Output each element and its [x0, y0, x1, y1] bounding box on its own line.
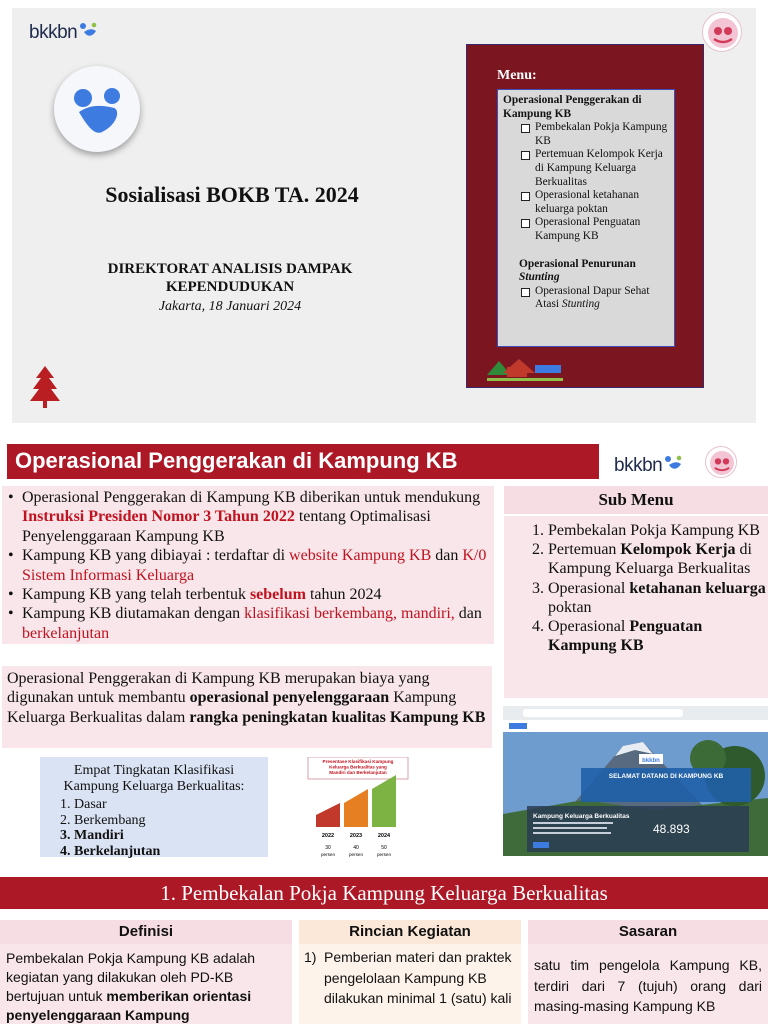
menu-item: Pertemuan Kelompok Kerja di Kampung Keluarga Berkualitas: [519, 148, 669, 189]
chart-year: 2023: [349, 833, 363, 839]
place-date: Jakarta, 18 Januari 2024: [158, 299, 302, 314]
classification-list: [48, 797, 260, 859]
chart-shape-2023: [344, 789, 368, 827]
rincian-number: 1): [304, 949, 317, 965]
submenu-list: [522, 521, 766, 655]
classification-item: 4. Berkelanjutan: [74, 844, 260, 860]
sasaran-header: Sasaran: [528, 920, 768, 944]
chart-value: 40: [353, 845, 359, 851]
bullet-item: • Operasional Penggerakan di Kampung KB diberikan untuk mendukung Instruksi Presiden Nomor 3 Tahun 2022 tentang Optimalisasi Penyelenggaraan Kampung KB: [8, 488, 492, 546]
menu-item: Operasional ketahanan keluarga poktan: [519, 189, 669, 216]
section-header: [7, 444, 599, 479]
sasaran-text: satu tim pengelola Kampung KB, terdiri dari 7 (tujuh) orang dari masing-masing Kampung KB: [534, 957, 762, 1014]
section-header: [0, 877, 768, 909]
tree-icon: [30, 366, 60, 408]
chart-shape-2022: [316, 803, 340, 827]
department-name: DIREKTORAT ANALISIS DAMPAK KEPENDUDUKAN: [107, 261, 353, 295]
definisi-header: Definisi: [0, 920, 292, 944]
chart-value: 30: [325, 845, 331, 851]
rincian-header: Rincian Kegiatan: [299, 920, 521, 944]
classification-target-chart: [306, 757, 412, 861]
bullet-list: [8, 488, 492, 643]
menu-section-list: [519, 285, 669, 312]
menu-item: Operasional Penguatan Kampung KB: [519, 216, 669, 243]
submenu-item: 1. Pembekalan Pokja Kampung KB: [548, 521, 766, 540]
chart-value: 50: [381, 845, 387, 851]
rincian-item: [304, 947, 518, 1009]
bkkbn-logo: [614, 455, 685, 477]
website-welcome-text: SELAMAT DATANG DI KAMPUNG KB: [608, 773, 724, 780]
menu-item: Operasional Dapur Sehat Atasi Stunting: [519, 285, 669, 312]
classification-item: 3. Mandiri: [74, 828, 260, 844]
website-screenshot: [503, 706, 768, 856]
bkkbn-mark-icon: [663, 455, 685, 473]
bullet-item: • Kampung KB yang telah terbentuk sebelum tahun 2024: [8, 585, 492, 604]
kampung-kb-badge-icon: [705, 446, 737, 478]
rincian-text: Pemberian materi dan praktek pengelolaan Kampung KB dilakukan minimal 1 (satu) kali: [324, 949, 512, 1006]
submenu-item: 3. Operasional ketahanan keluarga poktan: [548, 579, 766, 617]
submenu-item: 2. Pertemuan Kelompok Kerja di Kampung Keluarga Berkualitas: [548, 540, 766, 578]
title-slide: [12, 8, 756, 423]
submenu-item: 4. Operasional Penguatan Kampung KB: [548, 617, 766, 655]
kampung-kb-logo-icon: [485, 353, 565, 383]
definisi-text: Pembekalan Pokja Kampung KB adalah kegiatan yang dilakukan oleh PD-KB bertujuan untuk memberikan orientasi penyelenggaraan Kampung: [6, 950, 256, 1023]
chart-unit: persen: [348, 852, 364, 857]
presentation-title: Sosialisasi BOKB TA. 2024: [105, 182, 359, 207]
section-title: Operasional Penggerakan di Kampung KB: [15, 448, 458, 473]
chart-unit: persen: [320, 852, 336, 857]
bkkbn-mark-icon: [78, 22, 100, 40]
bkkbn-emblem-icon: [54, 66, 140, 152]
classification-panel: [40, 757, 268, 857]
section-title: 1. Pembekalan Pokja Kampung Keluarga Berkualitas: [160, 881, 608, 905]
chart-shape-2024: [372, 775, 396, 827]
bkkbn-logo-text: bkkbn: [29, 22, 78, 43]
bkkbn-logo-text: bkkbn: [614, 455, 663, 476]
chart-year: 2022: [321, 833, 335, 839]
website-card-title: Kampung Keluarga Berkualitas: [533, 813, 630, 820]
menu-item: Pembekalan Pokja Kampung KB: [519, 121, 669, 148]
menu-list-box: [497, 89, 675, 347]
kampung-kb-badge-icon: [702, 12, 742, 52]
bullet-item: • Kampung KB yang dibiayai : terdaftar di website Kampung KB dan K/0 Sistem Informasi Keluarga: [8, 546, 492, 585]
menu-section-title: Operasional Penurunan: [519, 257, 636, 270]
bullet-item: • Kampung KB diutamakan dengan klasifikasi berkembang, mandiri, dan berkelanjutan: [8, 604, 492, 643]
classification-item: 2. Berkembang: [74, 813, 260, 829]
classification-title: Empat Tingkatan Klasifikasi Kampung Keluarga Berkualitas:: [63, 763, 245, 794]
bkkbn-logo: [29, 22, 100, 44]
menu-section-list: [519, 121, 669, 243]
submenu-title: Sub Menu: [504, 486, 768, 514]
chart-year: 2024: [377, 833, 391, 839]
menu-section-title: Operasional Penggerakan di Kampung KB: [503, 94, 642, 120]
description-text: Operasional Penggerakan di Kampung KB merupakan biaya yang digunakan untuk membantu operasional penyelenggaraan Kampung Keluarga Berkualitas dalam rangka peningkatan kualitas Kampung KB: [7, 670, 486, 726]
website-counter: 48.893: [653, 822, 690, 836]
menu-title: Menu:: [497, 68, 537, 83]
menu-section-title-italic: Stunting: [519, 271, 560, 284]
chart-title: Presentase Klasifikasi Kampung Keluarga Berkualitas yang Mandiri dan Berkelanjutan: [322, 759, 394, 775]
menu-section2: [519, 258, 669, 312]
chart-unit: persen: [376, 852, 392, 857]
classification-item: 1. Dasar: [74, 797, 260, 813]
svg-text:bkkbn: bkkbn: [642, 758, 660, 764]
menu-panel: [466, 44, 704, 388]
